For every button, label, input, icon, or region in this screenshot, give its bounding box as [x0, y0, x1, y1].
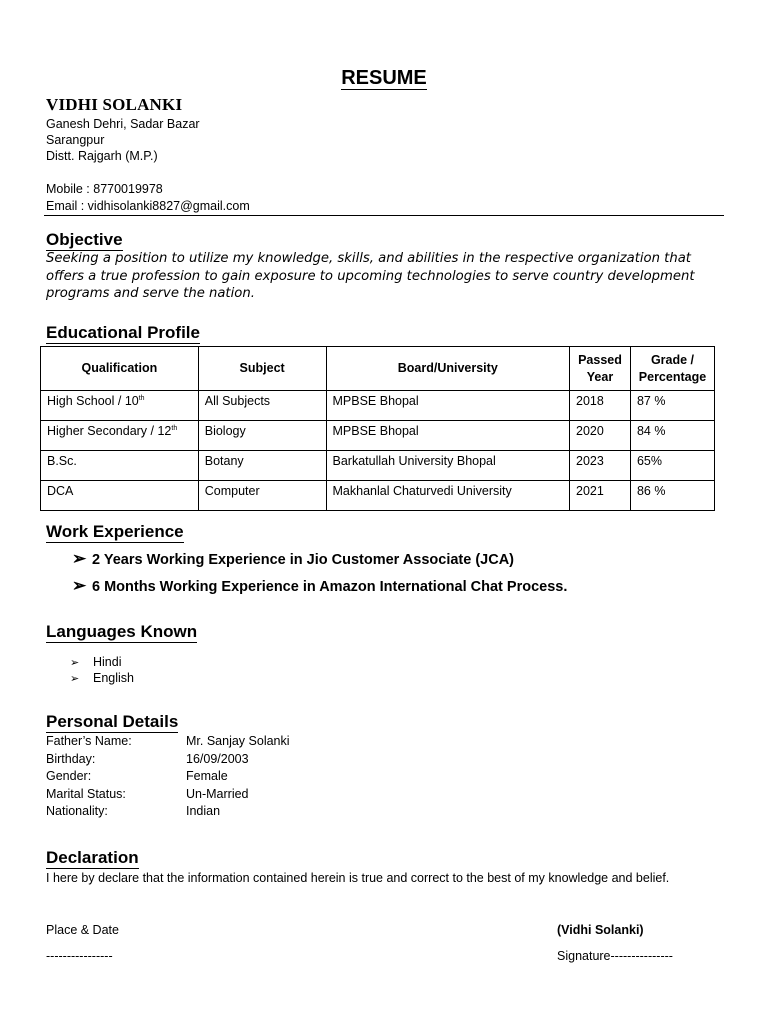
grade-cell: 65%	[630, 451, 714, 481]
education-header-row	[41, 347, 715, 391]
year-cell: 2020	[570, 421, 631, 451]
resume-title: RESUME	[341, 67, 427, 89]
arrow-bullet-icon: ➢	[72, 549, 87, 568]
list-item: ➢ Hindi	[70, 654, 122, 672]
field-label: Birthday:	[46, 752, 96, 766]
field-value: Un-Married	[186, 787, 249, 801]
arrow-bullet-icon: ➢	[70, 657, 80, 669]
list-item: ➢ 2 Years Working Experience in Jio Customer Associate (JCA)	[72, 549, 514, 568]
education-heading: Educational Profile	[46, 323, 200, 342]
qualification-cell: DCA	[41, 481, 199, 511]
field-label: Nationality:	[46, 804, 108, 818]
work-experience-heading: Work Experience	[46, 522, 184, 541]
education-table	[40, 346, 715, 511]
subject-cell: All Subjects	[198, 391, 326, 421]
subject-cell: Biology	[198, 421, 326, 451]
column-header: Subject	[198, 347, 326, 391]
table-row	[41, 421, 715, 451]
mobile-number: Mobile : 8770019978	[46, 182, 163, 196]
address-line-2: Sarangpur	[46, 133, 105, 147]
column-header: Qualification	[41, 347, 199, 391]
arrow-bullet-icon: ➢	[72, 576, 87, 595]
list-item: ➢ English	[70, 670, 134, 688]
declaration-heading: Declaration	[46, 848, 139, 867]
column-header: Grade / Percentage	[630, 347, 714, 391]
grade-cell: 87 %	[630, 391, 714, 421]
table-row	[41, 481, 715, 511]
address-line-3: Distt. Rajgarh (M.P.)	[46, 149, 158, 163]
grade-cell: 86 %	[630, 481, 714, 511]
qualification-cell: Higher Secondary / 12th	[41, 421, 199, 451]
declaration-text: I here by declare that the information contained herein is true and correct to the best of my knowledge and belief.	[46, 871, 670, 885]
personal-details-heading: Personal Details	[46, 712, 179, 731]
email-address: Email : vidhisolanki8827@gmail.com	[46, 199, 250, 213]
qualification-cell: B.Sc.	[41, 451, 199, 481]
header-divider	[44, 215, 724, 216]
subject-cell: Botany	[198, 451, 326, 481]
arrow-bullet-icon: ➢	[70, 673, 80, 685]
column-header: Passed Year	[570, 347, 631, 391]
signature-line: Signature---------------	[557, 949, 673, 963]
languages-heading: Languages Known	[46, 622, 198, 641]
board-cell: MPBSE Bhopal	[326, 391, 570, 421]
board-cell: MPBSE Bhopal	[326, 421, 570, 451]
address-line-1: Ganesh Dehri, Sadar Bazar	[46, 117, 200, 131]
field-label: Gender:	[46, 769, 92, 783]
field-value: Female	[186, 769, 228, 783]
objective-heading: Objective	[46, 230, 123, 249]
place-date-line: ----------------	[46, 949, 113, 963]
column-header: Board/University	[326, 347, 570, 391]
year-cell: 2023	[570, 451, 631, 481]
field-label: Marital Status:	[46, 787, 126, 801]
grade-cell: 84 %	[630, 421, 714, 451]
field-label: Father’s Name:	[46, 734, 132, 748]
place-date-label: Place & Date	[46, 923, 119, 937]
qualification-cell: High School / 10th	[41, 391, 199, 421]
candidate-name: VIDHI SOLANKI	[46, 95, 183, 114]
field-value: Mr. Sanjay Solanki	[186, 734, 290, 748]
signatory-name: (Vidhi Solanki)	[557, 923, 644, 937]
board-cell: Barkatullah University Bhopal	[326, 451, 570, 481]
table-row	[41, 391, 715, 421]
board-cell: Makhanlal Chaturvedi University	[326, 481, 570, 511]
objective-text: Seeking a position to utilize my knowledge, skills, and abilities in the respective organization that offers a true profession to gain exposure to upcoming technologies to serve country development programs and serve the nation.	[46, 251, 695, 301]
table-row	[41, 451, 715, 481]
list-item: ➢ 6 Months Working Experience in Amazon International Chat Process.	[72, 576, 568, 595]
year-cell: 2021	[570, 481, 631, 511]
field-value: Indian	[186, 804, 221, 818]
year-cell: 2018	[570, 391, 631, 421]
subject-cell: Computer	[198, 481, 326, 511]
field-value: 16/09/2003	[186, 752, 249, 766]
